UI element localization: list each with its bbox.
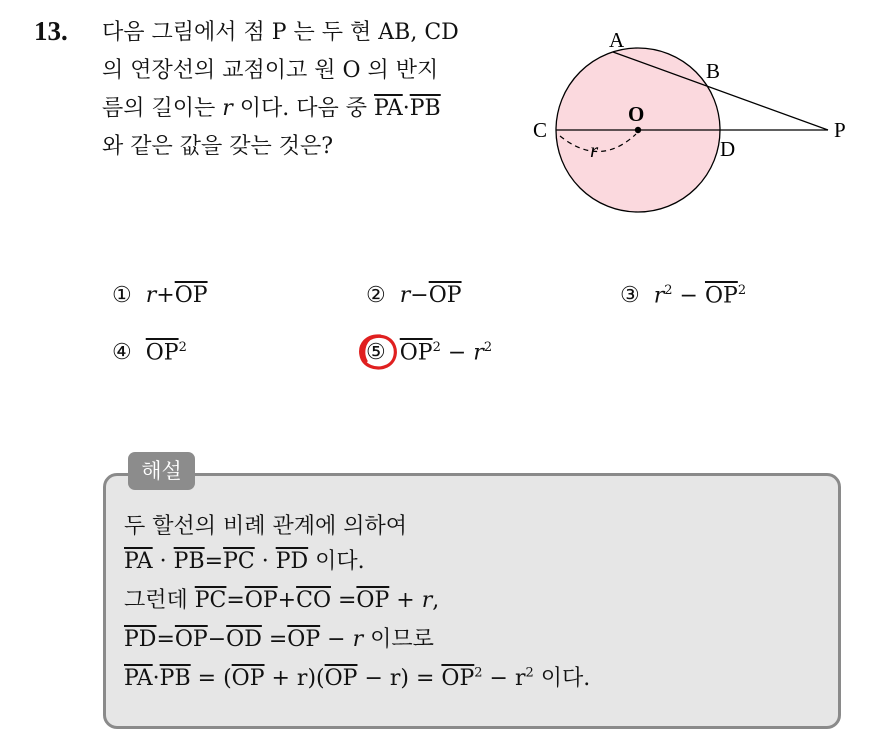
solution-tag: 해설 — [128, 452, 195, 490]
choice-4[interactable]: ④ $\overline{OP}^2$ — [112, 340, 187, 366]
label-A: A — [609, 28, 625, 52]
solution-line-1: 두 할선의 비례 관계에 의하여 — [124, 514, 407, 539]
answer-circle-mark — [356, 330, 402, 374]
choice-2-number: ② — [366, 283, 386, 308]
segment-PA: $\overline{PA}$ — [374, 96, 403, 121]
choice-1[interactable]: ① $r+\overline{OP}$ — [112, 283, 208, 308]
question-line-1: 다음 그림에서 점 P 는 두 현 AB, CD — [102, 20, 459, 45]
solution-line-2: $\overline{PA} \cdot \overline{PB}=\overline{PC} \cdot \overline{PD}$ 이다. — [124, 549, 365, 574]
question-line-3-a: 름의 길이는 — [102, 96, 216, 121]
choice-3[interactable]: ③ $r^2 - \overline{OP}^2$ — [620, 283, 747, 309]
solution-line-5: $\overline{PA}\cdot\overline{PB} = (\overline{OP} + r)(\overline{OP} - r) = \overline{OP}^2 - r^2$ 이다. — [124, 665, 591, 691]
question-line-3: 름의 길이는 r 이다. 다음 중 $\overline{PA}\cdot\overline{PB}$ — [102, 96, 441, 121]
choice-2[interactable]: ② $r-\overline{OP}$ — [366, 283, 462, 308]
label-D: D — [720, 137, 736, 161]
label-P: P — [834, 118, 846, 142]
circle-diagram — [520, 20, 860, 230]
choice-1-number: ① — [112, 283, 132, 308]
choice-5[interactable]: ⑤ $\overline{OP}^2 - r^2$ — [366, 340, 493, 366]
question-line-3-b: 이다. 다음 중 — [239, 96, 368, 121]
choice-3-number: ③ — [620, 283, 640, 309]
label-r: r — [590, 138, 599, 162]
label-C: C — [533, 118, 548, 142]
center-dot — [635, 127, 641, 133]
choice-4-number: ④ — [112, 340, 132, 366]
solution-line-3: 그런데 $\overline{PC}=\overline{OP}+\overline{CO} =\overline{OP} + r$, — [124, 588, 440, 613]
question-number: 13. — [34, 16, 68, 46]
question-text — [102, 14, 512, 166]
label-B: B — [706, 59, 721, 83]
radius-symbol: r — [222, 96, 233, 121]
question-line-2: 의 연장선의 교점이고 원 O 의 반지 — [102, 58, 439, 83]
question-line-4: 와 같은 값을 갖는 것은? — [102, 134, 334, 159]
segment-PB: $\overline{PB}$ — [409, 96, 441, 121]
choice-5-number: ⑤ — [366, 340, 386, 366]
solution-line-4: $\overline{PD}=\overline{OP}-\overline{OD} =\overline{OP} - r$ 이므로 — [124, 627, 434, 652]
label-O: O — [628, 102, 645, 126]
